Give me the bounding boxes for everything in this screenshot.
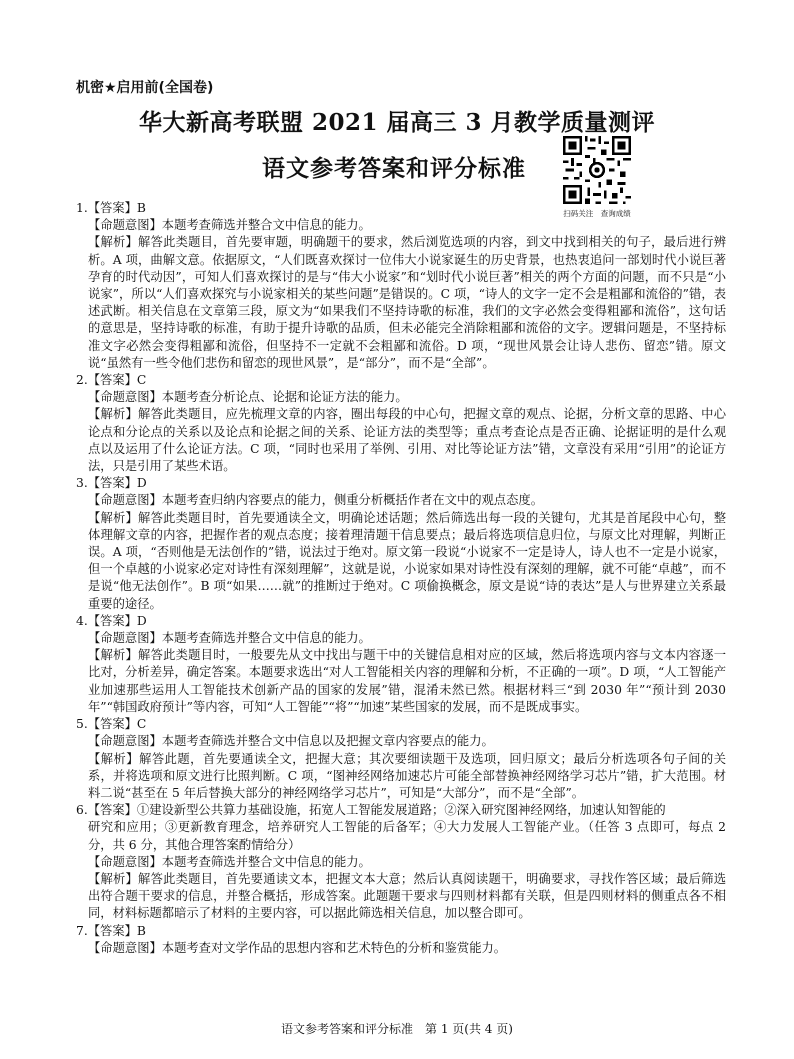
- answer-line: 4.【答案】D: [76, 613, 147, 628]
- answer-line: 6.【答案】①建设新型公共算力基础设施，拓宽人工智能发展道路；②深入研究图神经网络，加速认知智能的: [76, 803, 666, 818]
- page-subtitle: 语文参考答案和评分标准: [262, 156, 526, 182]
- paragraph: 【解析】解答此类题目时，首先要通读全文，明确论述话题；然后筛选出每一段的关键句，尤其是首尾段中心句，整体理解文章的内容，把握作者的观点态度；接着理清题干信息要点；最后将选项信息归位，与原文比对理解，判断正误。A 项，“否则他是无法创作的”错，说法过于绝对。原文第一段说“小说家不一定是诗人，诗人也不一定是小说家，但一个卓越的小说家必定对诗性有深刻理解”，这就是说，小说家如果对诗性没有深刻的理解，就不可能“卓越”，而不是说“他无法创作”。B 项“如果……就”的推断过于绝对。C 项偷换概念，原文是说“诗的表达”是人与世界建立关系最重要的途径。: [88, 510, 726, 611]
- page-title: 华大新高考联盟 2021 届高三 3 月教学质量测评: [138, 109, 656, 136]
- answer-item-1: [76, 200, 726, 372]
- answer-line: 7.【答案】B: [76, 923, 146, 938]
- paragraph: 研究和应用；③更新教育理念，培养研究人工智能的后备军；④大力发展人工智能产业。（任答 3 点即可，每点 2 分，共 6 分，其他合理答案酌情给分）: [88, 820, 726, 852]
- paragraph: 【命题意图】本题考查分析论点、论据和论证方法的能力。: [88, 390, 408, 405]
- paragraph: 【解析】解答此题，首先要通读全文，把握大意；其次要细读题干及选项，回归原文；最后分析选项各句子间的关系，并将选项和原文进行比照判断。C 项，“图神经网络加速芯片可能全部替换神经网络学习芯片”错，扩大范围。材料二说“甚至在 5 年后替换大部分的神经网络学习芯片”，可知是“大部分”，而不是“全部”。: [88, 751, 726, 800]
- paragraph: 【命题意图】本题考查筛选并整合文中信息以及把握文章内容要点的能力。: [88, 734, 494, 749]
- answer-item-4: [76, 613, 726, 716]
- answer-item-6: [76, 802, 726, 922]
- answer-item-7: [76, 923, 726, 957]
- paragraph: 【命题意图】本题考查对文学作品的思想内容和艺术特色的分析和鉴赏能力。: [88, 940, 507, 955]
- confidential-label: 机密★启用前(全国卷): [76, 80, 214, 96]
- paragraph: 【解析】解答此类题目，应先梳理文章的内容，圈出每段的中心句，把握文章的观点、论据，分析文章的思路、中心论点和分论点的关系以及论点和论据之间的关系、论证方法的类型等；重点考查论点是否正确、论据证明的是什么观点以及运用了什么论证方法。C 项，“同时也采用了举例、引用、对比等论证方法”错，文章没有采用“引用”的论证方法，只是引用了某些术语。: [88, 407, 726, 474]
- answer-line: 1.【答案】B: [76, 201, 146, 215]
- answer-list: [76, 200, 726, 957]
- paragraph: 【命题意图】本题考查筛选并整合文中信息的能力。: [88, 854, 371, 869]
- qr-caption: 扫码关注 查询成绩: [563, 209, 631, 218]
- answer-line: 3.【答案】D: [76, 476, 147, 491]
- answer-item-2: [76, 372, 726, 475]
- qr-code-icon: [563, 136, 631, 204]
- answer-item-5: [76, 716, 726, 802]
- paragraph: 【解析】解答此类题目时，一般要先从文中找出与题干中的关键信息相对应的区域，然后将选项内容与文本内容逐一比对，分析差异，确定答案。本题要求选出“对人工智能相关内容的理解和分析，不正确的一项”。D 项，“人工智能产业加速那些运用人工智能技术创新产品的国家的发展”错，混淆未然已然。根据材料三“到 2030 年”“预计到 2030 年”“韩国政府预计”等内容，可知“人工智能”“将”“加速”某些国家的发展，而不是既成事实。: [88, 648, 726, 714]
- paragraph: 【命题意图】本题考查筛选并整合文中信息的能力。: [88, 218, 371, 233]
- paragraph: 【命题意图】本题考查筛选并整合文中信息的能力。: [88, 631, 371, 646]
- page-footer: 语文参考答案和评分标准 第 1 页(共 4 页): [281, 1022, 513, 1036]
- answer-item-3: [76, 475, 726, 613]
- paragraph: 【命题意图】本题考查归纳内容要点的能力，侧重分析概括作者在文中的观点态度。: [88, 493, 543, 508]
- paragraph: 【解析】解答此类题目，首先要审题，明确题干的要求，然后浏览选项的内容，到文中找到相关的句子，最后进行辨析。A 项，曲解文意。依据原文，“人们既喜欢探讨一位伟大小说家诞生的历史背景，也热衷追问一部划时代小说巨著孕育的时代动因”，可知人们喜欢探讨的是与“伟大小说家”和“划时代小说巨著”相关的两个方面的问题，而不只是“小说家”，所以“人们喜欢探究与小说家相关的某些问题”是错误的。C 项，“诗人的文字一定不会是粗鄙和流俗的”错，表述武断。相关信息在文章第三段，原文为“如果我们不坚持诗歌的标准，我们的文字必然会变得粗鄙和流俗”，这句话的意思是，坚持诗歌的标准，有助于提升诗歌的品质，但未必能完全消除粗鄙和流俗的文字。逻辑问题是，不坚持标准文字必然会变得粗鄙和流俗，但坚持不一定就不会粗鄙和流俗。D 项，“现世风景会让诗人悲伤、留恋”错。原文说“虽然有一些令他们悲伤和留恋的现世风景”，是“部分”，而不是“全部”。: [88, 235, 726, 370]
- answer-line: 2.【答案】C: [76, 373, 147, 388]
- paragraph: 【解析】解答此类题目，首先要通读文本，把握文本大意；然后认真阅读题干，明确要求，寻找作答区域；最后筛选出符合题干要求的信息，并整合概括，形成答案。此题题干要求与四则材料都有关联，但是四则材料的侧重点各不相同，材料标题都暗示了材料的主要内容，可以据此筛选相关信息，加以整合即可。: [88, 871, 726, 921]
- answer-line: 5.【答案】C: [76, 717, 147, 732]
